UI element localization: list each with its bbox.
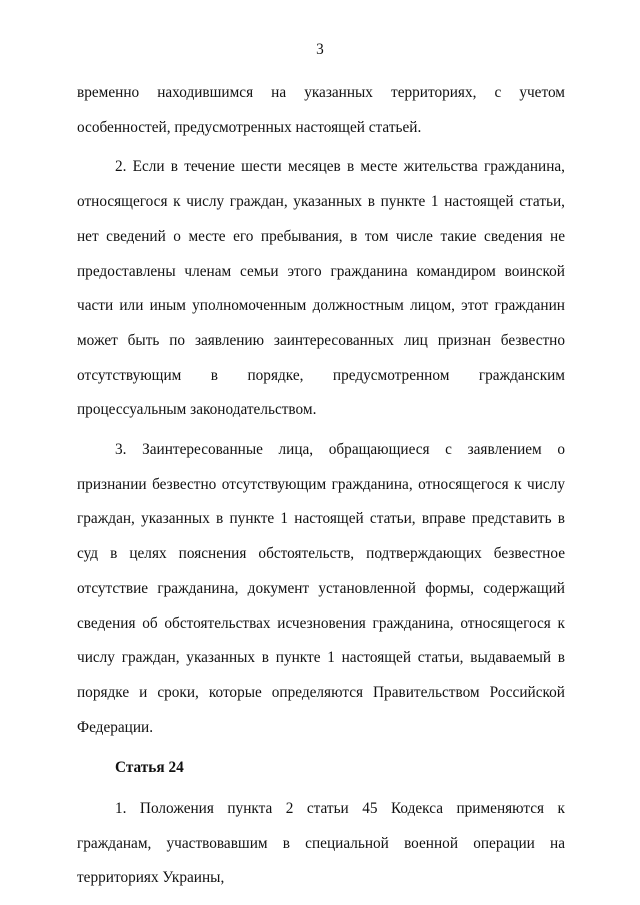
paragraph-continuation: временно находившимся на указанных территориях, с учетом особенностей, предусмотренных настоящей статьей. (77, 84, 565, 136)
document-body (77, 76, 565, 896)
paragraph-clause-2: 2. Если в течение шести месяцев в месте жительства гражданина, относящегося к числу граждан, указанных в пункте 1 настоящей статьи, нет сведений о месте его пребывания, в том числе такие сведения не предоставлены членам семьи этого гражданина командиром воинской части или иным уполномоченным должностным лицом, этот гражданин может быть по заявлению заинтересованных лиц признан безвестно отсутствующим в порядке, предусмотренном гражданским процессуальным законодательством. (77, 158, 565, 419)
paragraph-clause-3: 3. Заинтересованные лица, обращающиеся с заявлением о признании безвестно отсутствующим гражданина, относящегося к числу граждан, указанных в пункте 1 настоящей статьи, вправе представить в суд в целях пояснения обстоятельств, подтверждающих безвестное отсутствие гражданина, документ установленной формы, содержащий сведения об обстоятельствах исчезновения гражданина, относящегося к числу граждан, указанных в пункте 1 настоящей статьи, выдаваемый в порядке и сроки, которые определяются Правительством Российской Федерации. (77, 441, 565, 736)
page-number: 3 (316, 41, 324, 58)
article-heading: Статья 24 (115, 759, 184, 777)
paragraph-article-24-clause-1: 1. Положения пункта 2 статьи 45 Кодекса применяются к гражданам, участвовавшим в специальной военной операции на территориях Украины, (77, 800, 565, 887)
